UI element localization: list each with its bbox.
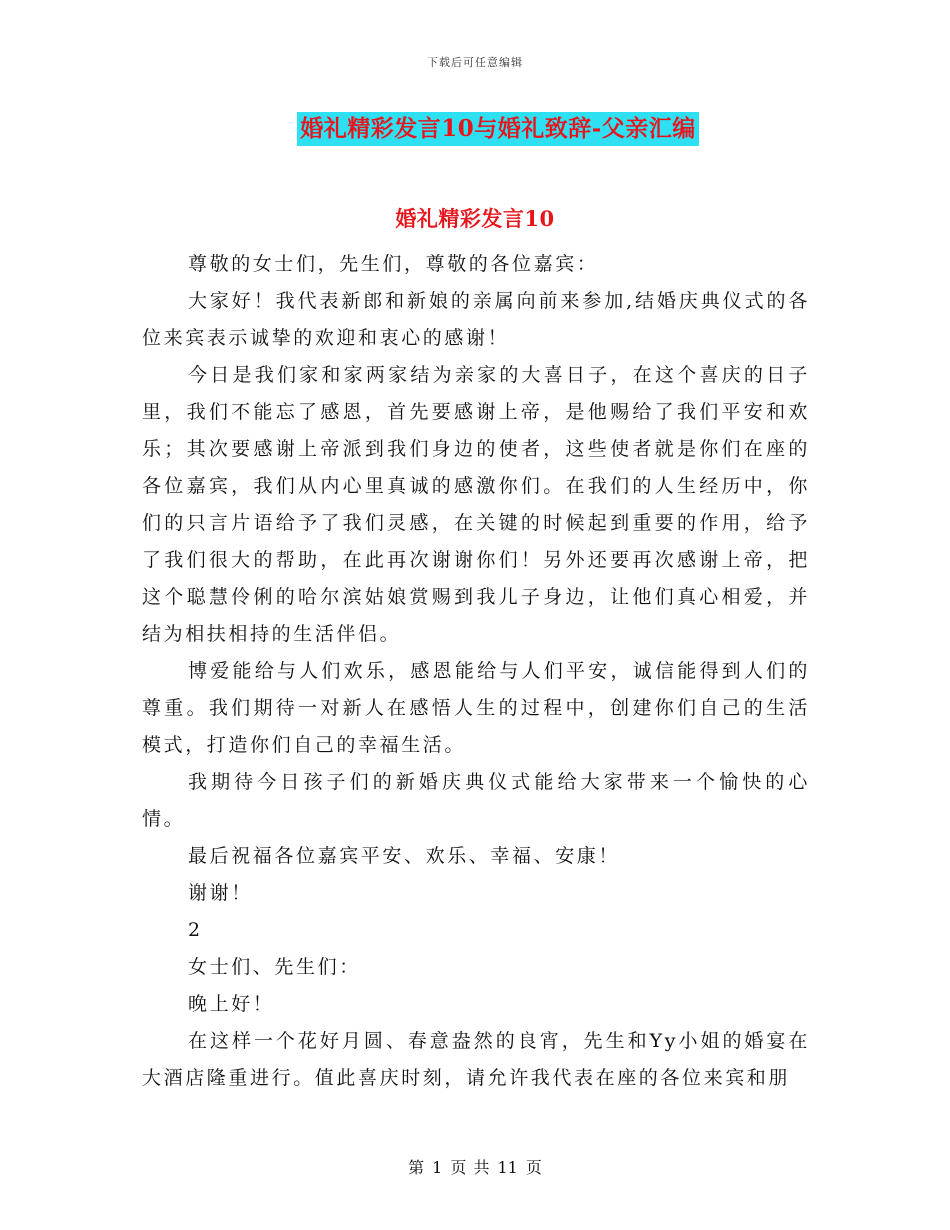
footer-suffix: 页 — [525, 1158, 542, 1177]
document-title: 婚礼精彩发言10与婚礼致辞-父亲汇编 — [297, 112, 699, 146]
paragraph-greeting: 大家好！我代表新郎和新娘的亲属向前来参加,结婚庆典仪式的各位来宾表示诚挚的欢迎和衷心的感谢！ — [142, 290, 810, 349]
document-body — [142, 246, 810, 1097]
paragraph-thanks: 今日是我们家和家两家结为亲家的大喜日子，在这个喜庆的日子里，我们不能忘了感恩，首先要感谢上帝，是他赐给了我们平安和欢乐；其次要感谢上帝派到我们身边的使者，这些使者就是你们在座的各位嘉宾，我们从内心里真诚的感激你们。在我们的人生经历中，你们的只言片语给予了我们灵感，在关键的时候起到重要的作用，给予了我们很大的帮助，在此再次谢谢你们！另外还要再次感谢上帝，把这个聪慧伶俐的哈尔滨姑娘赏赐到我儿子身边，让他们真心相爱，并结为相扶相持的生活伴侣。 — [142, 364, 810, 645]
footer-page-number: 1 — [432, 1158, 443, 1177]
paragraph-salutation-2: 女士们、先生们： — [188, 956, 361, 978]
section-title: 婚礼精彩发言10 — [395, 206, 555, 231]
paragraph-evening-greeting: 晚上好！ — [188, 993, 275, 1015]
paragraph-salutation: 尊敬的女士们，先生们，尊敬的各位嘉宾： — [188, 253, 599, 275]
paragraph-opening: 在这样一个花好月圆、春意盎然的良宵，先生和Yy小姐的婚宴在大酒店隆重进行。值此喜庆时刻，请允许我代表在座的各位来宾和朋 — [142, 1030, 810, 1089]
footer-prefix: 第 — [408, 1158, 425, 1177]
paragraph-blessing: 最后祝福各位嘉宾平安、欢乐、幸福、安康！ — [188, 845, 621, 867]
header-note: 下载后可任意编辑 — [427, 56, 523, 69]
paragraph-hope: 我期待今日孩子们的新婚庆典仪式能给大家带来一个愉快的心情。 — [142, 771, 810, 830]
paragraph-thank-you: 谢谢！ — [188, 882, 253, 904]
page-footer — [0, 1155, 950, 1178]
footer-middle: 页 共 — [450, 1158, 490, 1177]
document-title-wrap — [0, 112, 950, 146]
paragraph-wishes: 博爱能给与人们欢乐，感恩能给与人们平安，诚信能得到人们的尊重。我们期待一对新人在感悟人生的过程中，创建你们自己的生活模式，打造你们自己的幸福生活。 — [142, 660, 810, 756]
section-number: 2 — [188, 919, 203, 941]
footer-total-pages: 11 — [497, 1158, 518, 1177]
